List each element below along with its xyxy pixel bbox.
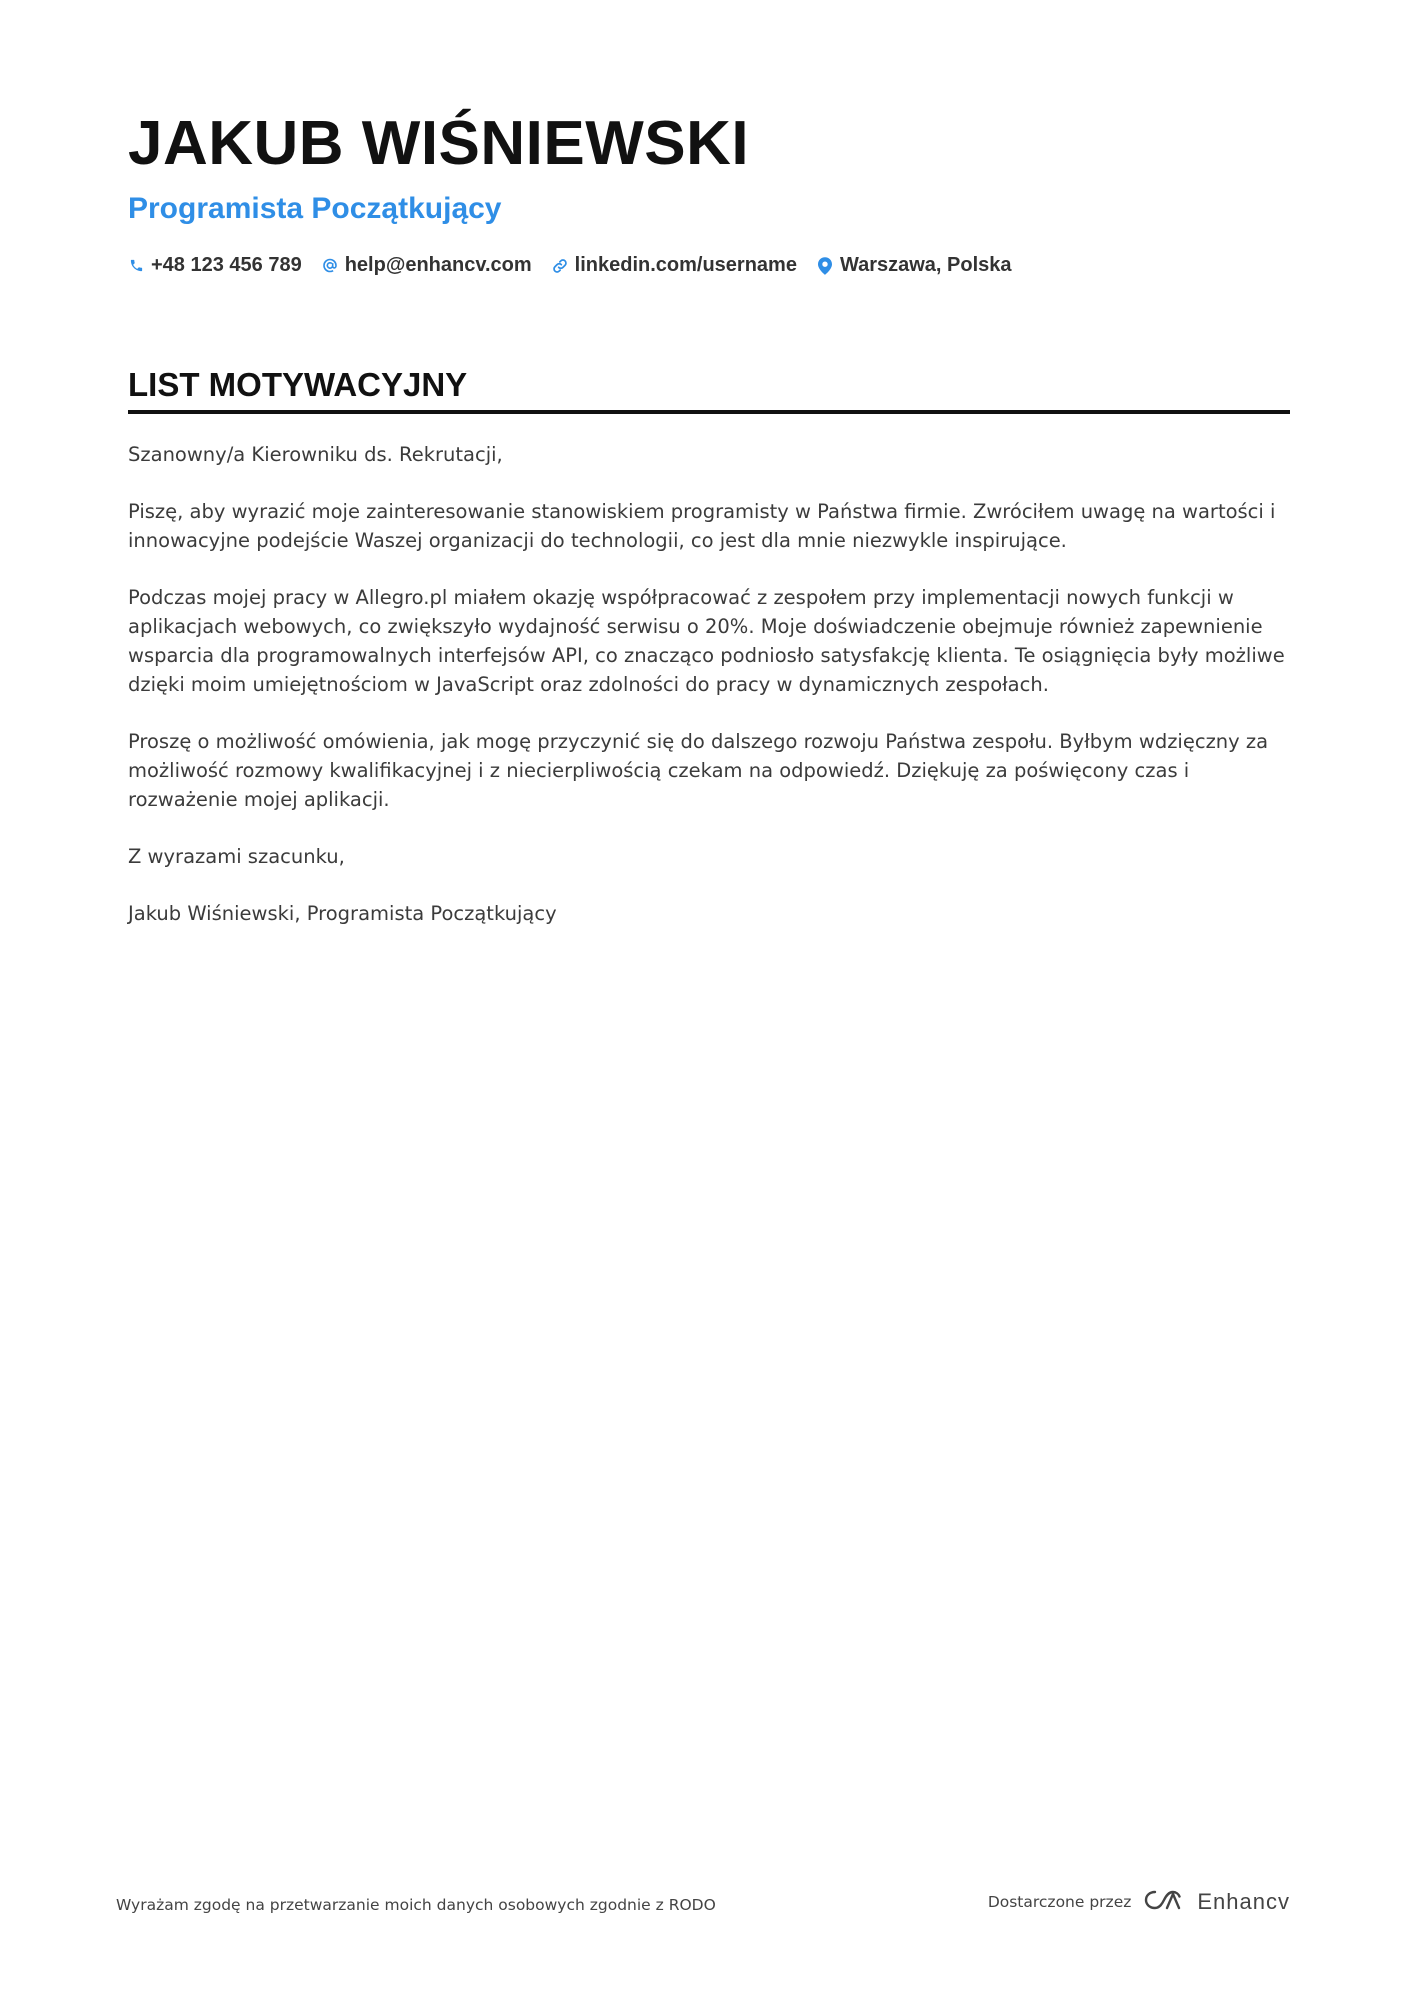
contact-phone <box>128 254 302 277</box>
enhancv-brand-name: Enhancv <box>1197 1889 1290 1914</box>
enhancv-logo-icon <box>1143 1888 1189 1916</box>
contact-email-text: help@enhancv.com <box>344 254 532 276</box>
letter-body <box>128 440 1290 956</box>
section-divider <box>128 410 1290 414</box>
at-icon <box>322 257 338 275</box>
candidate-role: Programista Początkujący <box>128 192 502 225</box>
contact-linkedin[interactable] <box>552 254 797 277</box>
location-pin-icon <box>817 257 833 275</box>
contact-phone-text: +48 123 456 789 <box>151 254 302 276</box>
contact-bar <box>128 254 1012 277</box>
link-icon <box>552 257 568 275</box>
letter-paragraph: Proszę o możliwość omówienia, jak mogę przyczynić się do dalszego rozwoju Państwa zespołu. Byłbym wdzięczny za możliwość rozmowy kwalifikacyjnej i z niecierpliwością czekam na odpowiedź. Dziękuję za poświęcony czas i rozważenie mojej aplikacji. <box>128 730 1269 811</box>
candidate-name: JAKUB WIŚNIEWSKI <box>128 109 750 178</box>
letter-paragraph: Podczas mojej pracy w Allegro.pl miałem okazję współpracować z zespołem przy implementacji nowych funkcji w aplikacjach webowych, co zwiększyło wydajność serwisu o 20%. Moje doświadczenie obejmuje również zapewnienie wsparcia dla programowalnych interfejsów API, co znacząco podniosło satysfakcję klienta. Te osiągnięcia były możliwe dzięki moim umiejętnościom w JavaScript oraz zdolności do pracy w dynamicznych zespołach. <box>128 586 1285 696</box>
phone-icon <box>128 257 144 275</box>
contact-email[interactable] <box>322 254 532 277</box>
contact-linkedin-text: linkedin.com/username <box>574 254 797 276</box>
gdpr-consent-note: Wyrażam zgodę na przetwarzanie moich danych osobowych zgodnie z RODO <box>116 1896 716 1914</box>
contact-location-text: Warszawa, Polska <box>839 254 1012 276</box>
letter-paragraph: Piszę, aby wyrazić moje zainteresowanie stanowiskiem programisty w Państwa firmie. Zwróciłem uwagę na wartości i innowacyjne podejście Waszej organizacji do technologii, co jest dla mnie niezwykle inspirujące. <box>128 500 1276 552</box>
section-title: LIST MOTYWACYJNY <box>128 366 468 403</box>
contact-location <box>817 254 1012 277</box>
letter-greeting: Szanowny/a Kierowniku ds. Rekrutacji, <box>128 443 503 466</box>
letter-signature: Jakub Wiśniewski, Programista Początkujący <box>128 902 557 925</box>
letter-closing: Z wyrazami szacunku, <box>128 845 345 868</box>
provided-by-label: Dostarczone przez <box>987 1893 1132 1911</box>
enhancv-brand[interactable] <box>1143 1888 1290 1916</box>
provided-by <box>988 1888 1290 1916</box>
